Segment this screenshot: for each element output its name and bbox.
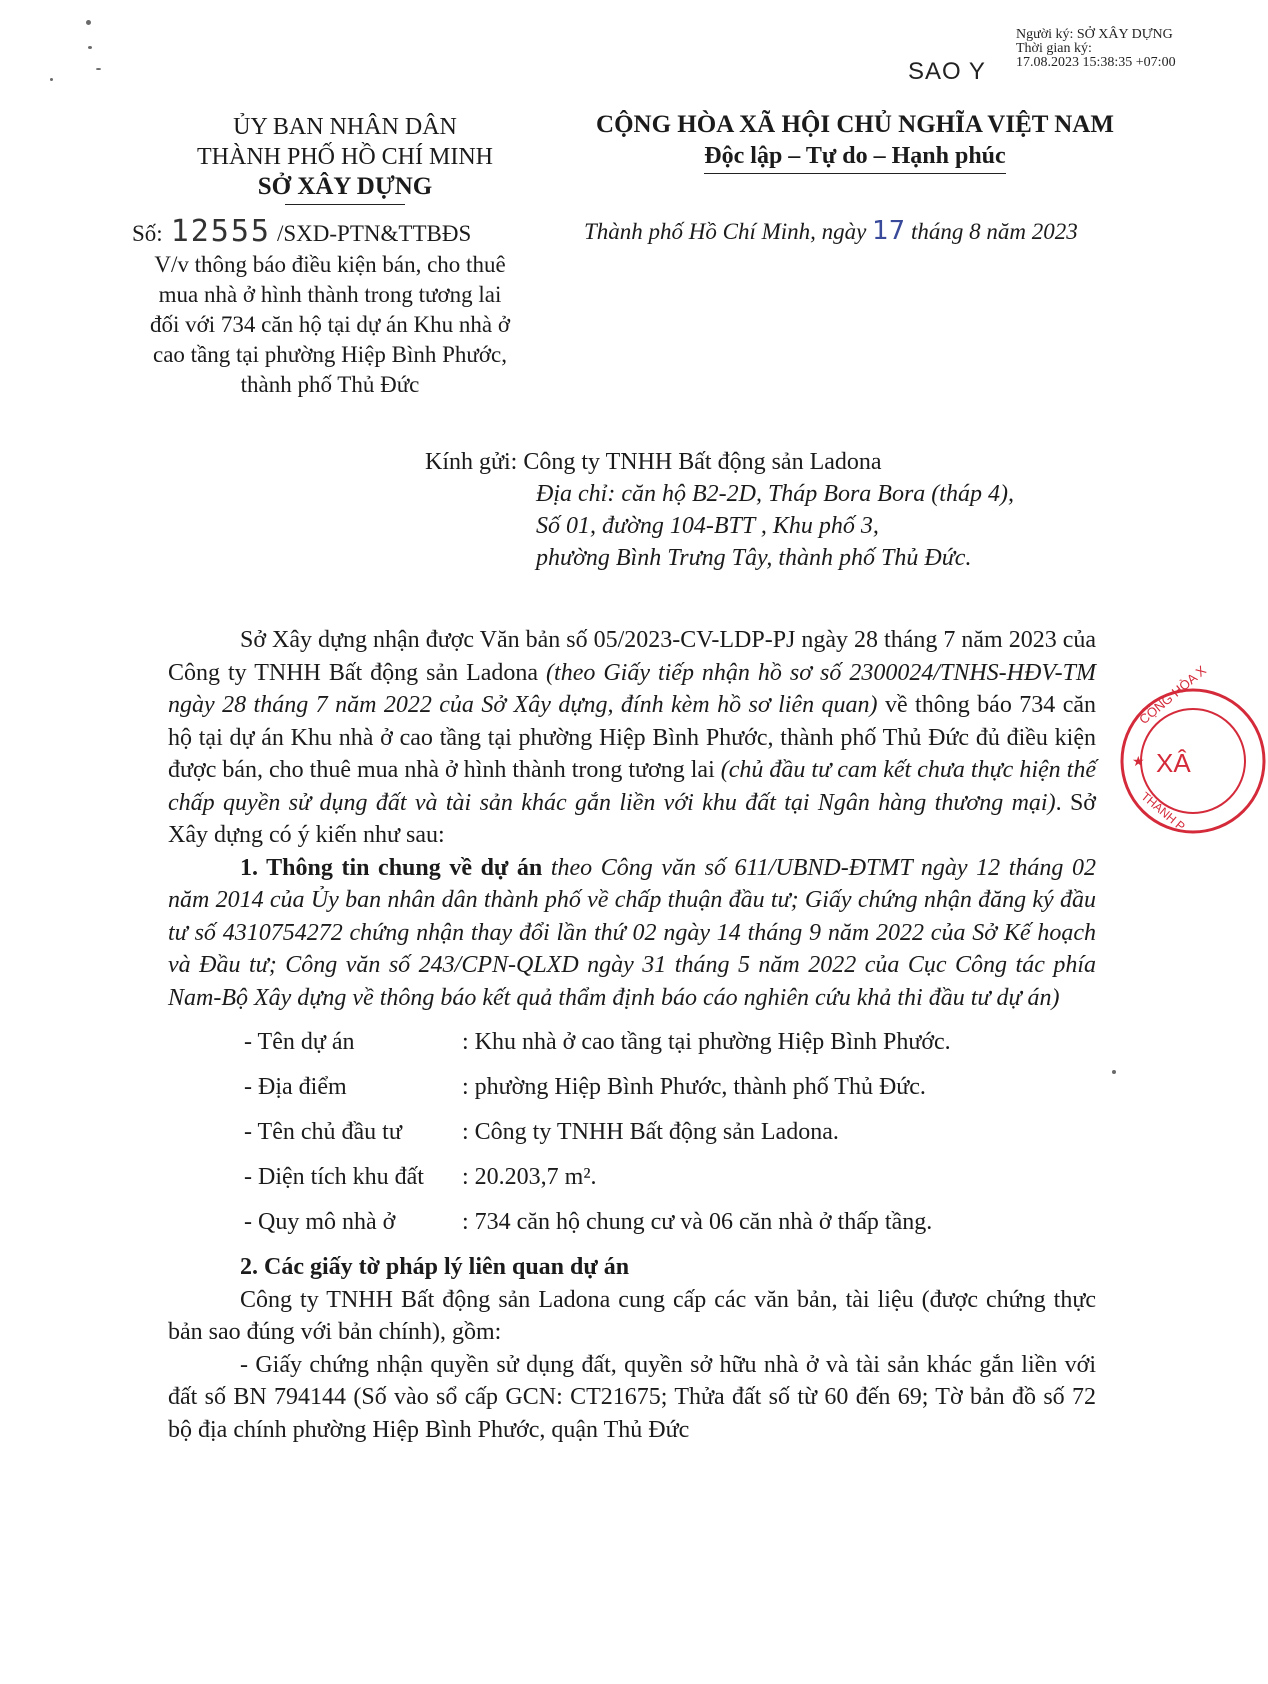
scan-speck	[86, 20, 91, 25]
signature-time-value: 17.08.2023 15:38:35 +07:00	[1016, 55, 1176, 70]
info-row	[244, 1155, 951, 1200]
recipient-address-line: phường Bình Trưng Tây, thành phố Thủ Đức.	[536, 545, 972, 571]
certificate-paragraph: - Giấy chứng nhận quyền sử dụng đất, quyền sở hữu nhà ở và tài sản khác gắn liền với đất số BN 794144 (Số vào sổ cấp GCN: CT21675; Thửa đất số từ 60 đến 69; Tờ bản đồ số 72 bộ địa chính phường Hiệp Bình Phước, quận Thủ Đức	[168, 1351, 1096, 1443]
issuing-authority	[150, 112, 540, 205]
date-before: Thành phố Hồ Chí Minh, ngày	[584, 219, 867, 244]
letter-body	[168, 624, 1096, 1446]
date-after: tháng 8 năm 2023	[910, 219, 1078, 244]
authority-line-2: THÀNH PHỐ HỒ CHÍ MINH	[197, 144, 493, 170]
info-key: - Tên dự án	[244, 1029, 355, 1056]
section-2-paragraph: Công ty TNHH Bất động sản Ladona cung cấp các văn bản, tài liệu (được chứng thực bản sao đúng với bản chính), gồm:	[168, 1286, 1096, 1345]
intro-paragraph	[168, 624, 1096, 852]
info-key: - Tên chủ đầu tư	[244, 1119, 402, 1146]
scan-speck	[50, 78, 53, 81]
intro-text: Sở Xây dựng nhận được Văn bản số 05/2023-CV-LDP-PJ ngày 28 tháng 7 năm 2023 của Công ty TNHH Bất động sản Ladona	[168, 627, 1096, 686]
date-line	[584, 216, 1078, 246]
section-1-paragraph	[168, 852, 1096, 1015]
document-number	[132, 214, 471, 249]
intro-end: . Sở Xây dựng có ý kiến như sau:	[168, 789, 1096, 848]
doc-number-prefix: Số:	[132, 221, 163, 246]
doc-number-value: 12555	[170, 214, 271, 249]
recipient-name: Công ty TNHH Bất động sản Ladona	[523, 449, 882, 475]
signature-signer: Người ký: SỞ XÂY DỰNG	[1016, 27, 1173, 42]
scan-speck	[96, 68, 101, 70]
digital-signature-block	[1016, 28, 1176, 70]
official-seal	[1118, 662, 1268, 836]
recipient-block	[425, 446, 1125, 574]
subject-line: mua nhà ở hình thành trong tương lai	[158, 282, 502, 307]
project-info-table	[244, 1020, 951, 1245]
section-2-title: 2. Các giấy tờ pháp lý liên quan dự án	[240, 1254, 630, 1280]
recipient-address-line: Số 01, đường 104-BTT , Khu phố 3,	[536, 513, 879, 539]
scan-speck	[88, 46, 92, 49]
signature-time-label: Thời gian ký:	[1016, 41, 1092, 56]
info-value: : phường Hiệp Bình Phước, thành phố Thủ Đức.	[462, 1074, 926, 1101]
info-value: : 20.203,7 m².	[462, 1164, 597, 1191]
scan-speck	[1112, 1070, 1116, 1074]
recipient-label: Kính gửi:	[425, 449, 518, 475]
department-name: SỞ XÂY DỰNG	[257, 173, 433, 200]
intro-note: (theo Giấy tiếp nhận hồ sơ số 2300024/TNHS-HĐV-TM ngày 28 tháng 7 năm 2022 của Sở Xây dựng, đính kèm hồ sơ liên quan)	[168, 659, 1096, 718]
intro-commitment: (chủ đầu tư cam kết chưa thực hiện thế chấp quyền sử dụng đất và tài sản khác gắn liền với khu đất tại Ngân hàng thương mại)	[168, 757, 1096, 816]
info-value: : Công ty TNHH Bất động sản Ladona.	[462, 1119, 839, 1146]
info-row	[244, 1020, 951, 1065]
info-row	[244, 1200, 951, 1245]
info-key: - Diện tích khu đất	[244, 1164, 424, 1191]
authority-line-1: ỦY BAN NHÂN DÂN	[233, 114, 457, 140]
info-value: : Khu nhà ở cao tầng tại phường Hiệp Bình Phước.	[462, 1029, 951, 1056]
date-day: 17	[872, 216, 906, 246]
info-value: : 734 căn hộ chung cư và 06 căn nhà ở thấp tầng.	[462, 1209, 933, 1236]
info-row	[244, 1065, 951, 1110]
country-name: CỘNG HÒA XÃ HỘI CHỦ NGHĨA VIỆT NAM	[596, 111, 1114, 138]
copy-mark: SAO Y	[908, 58, 986, 85]
subject-line: đối với 734 căn hộ tại dự án Khu nhà ở	[149, 312, 510, 337]
info-key: - Địa điểm	[244, 1074, 347, 1101]
intro-text-2: về thông báo 734 căn hộ tại dự án Khu nhà ở cao tầng tại phường Hiệp Bình Phước, thành phố Thủ Đức đủ điều kiện được bán, cho thuê mua nhà ở hình thành trong tương lai	[168, 692, 1097, 783]
info-key: - Quy mô nhà ở	[244, 1209, 396, 1236]
info-row	[244, 1110, 951, 1155]
section-1-title: 1. Thông tin chung về dự án	[240, 854, 543, 881]
seal-side-text: THÀNH P	[1138, 789, 1188, 834]
recipient-address-line: Địa chỉ: căn hộ B2-2D, Tháp Bora Bora (tháp 4),	[536, 481, 1014, 507]
department-underline	[285, 204, 405, 205]
seal-star-icon: ★	[1132, 754, 1145, 770]
subject-line: cao tầng tại phường Hiệp Bình Phước,	[153, 342, 507, 367]
doc-number-suffix: /SXD-PTN&TTBĐS	[277, 221, 472, 246]
subject-line: thành phố Thủ Đức	[240, 372, 420, 397]
seal-center-text: XÂ	[1156, 748, 1191, 778]
section-1-basis: theo Công văn số 611/UBND-ĐTMT ngày 12 tháng 02 năm 2014 của Ủy ban nhân dân thành phố về chấp thuận đầu tư; Giấy chứng nhận đăng ký đầu tư số 4310754272 chứng nhận thay đổi lần thứ 02 ngày 14 tháng 9 năm 2022 của Sở Kế hoạch và Đầu tư; Công văn số 243/CPN-QLXD ngày 31 tháng 5 năm 2022 của Cục Công tác phía Nam-Bộ Xây dựng về thông báo kết quả thẩm định báo cáo nghiên cứu khả thi đầu tư dự án)	[168, 854, 1097, 1011]
seal-top-text: CỘNG HÒA X	[1136, 662, 1209, 728]
subject-line: V/v thông báo điều kiện bán, cho thuê	[154, 252, 506, 277]
national-header	[570, 110, 1140, 174]
subject-summary	[120, 250, 540, 400]
national-motto: Độc lập – Tự do – Hạnh phúc	[704, 140, 1005, 174]
